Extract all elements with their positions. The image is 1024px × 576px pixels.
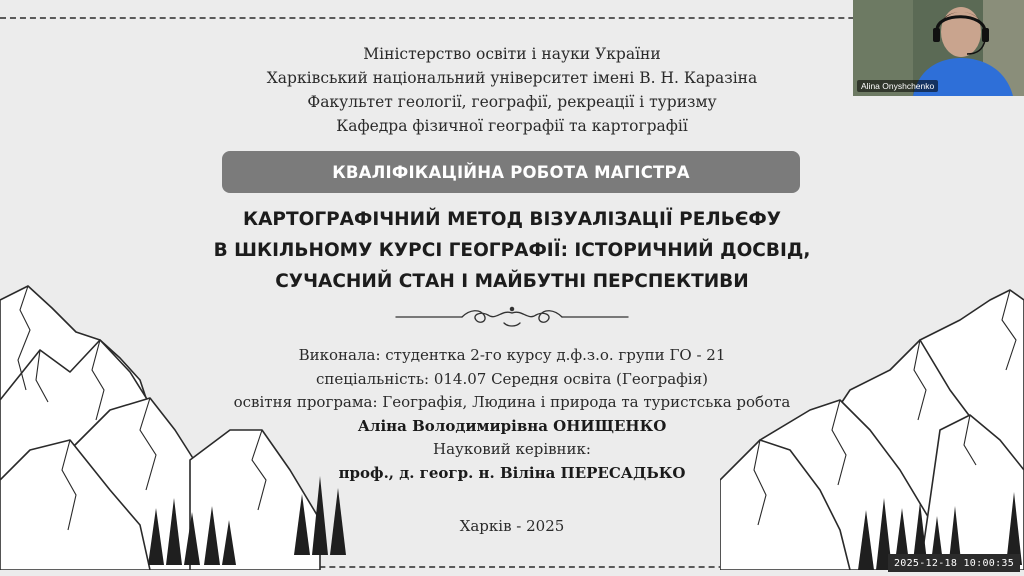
university-line: Харківський національний університет імені В. Н. Каразіна: [266, 69, 758, 87]
thesis-title-line: СУЧАСНИЙ СТАН І МАЙБУТНІ ПЕРСПЕКТИВИ: [275, 271, 749, 292]
recording-timestamp: 2025-12-18 10:00:35: [888, 554, 1020, 572]
institution-header: [150, 42, 874, 138]
ornamental-divider: [392, 303, 632, 331]
work-type-banner: КВАЛІФІКАЦІЙНА РОБОТА МАГІСТРА: [222, 151, 800, 193]
specialty-line: спеціальність: 014.07 Середня освіта (Географія): [315, 369, 709, 388]
faculty-line: Факультет геології, географії, рекреації і туризму: [307, 93, 717, 111]
supervisor-name: проф., д. геогр. н. Віліна ПЕРЕСАДЬКО: [338, 463, 686, 482]
thesis-title-line: В ШКІЛЬНОМУ КУРСІ ГЕОГРАФІЇ: ІСТОРИЧНИЙ ДОСВІД,: [213, 240, 811, 261]
mountains-left-illustration: [0, 280, 360, 570]
author-line: Виконала: студентка 2-го курсу д.ф.з.о. групи ГО - 21: [298, 346, 726, 364]
thesis-title-line: КАРТОГРАФІЧНИЙ МЕТОД ВІЗУАЛІЗАЦІЇ РЕЛЬЄФУ: [242, 209, 782, 230]
participant-video-tile[interactable]: [853, 0, 1024, 96]
program-line: освітня програма: Географія, Людина і природа та туристська робота: [233, 393, 791, 411]
ministry-line: Міністерство освіти і науки України: [363, 45, 661, 63]
author-name: Аліна Володимирівна ОНИЩЕНКО: [357, 416, 667, 435]
city-year: Харків - 2025: [459, 517, 565, 535]
participant-name-label: Alina Onyshchenko: [857, 80, 938, 92]
department-line: Кафедра фізичної географії та картографії: [336, 117, 688, 135]
mountains-right-illustration: [720, 280, 1024, 570]
supervisor-label: Науковий керівник:: [433, 440, 591, 458]
